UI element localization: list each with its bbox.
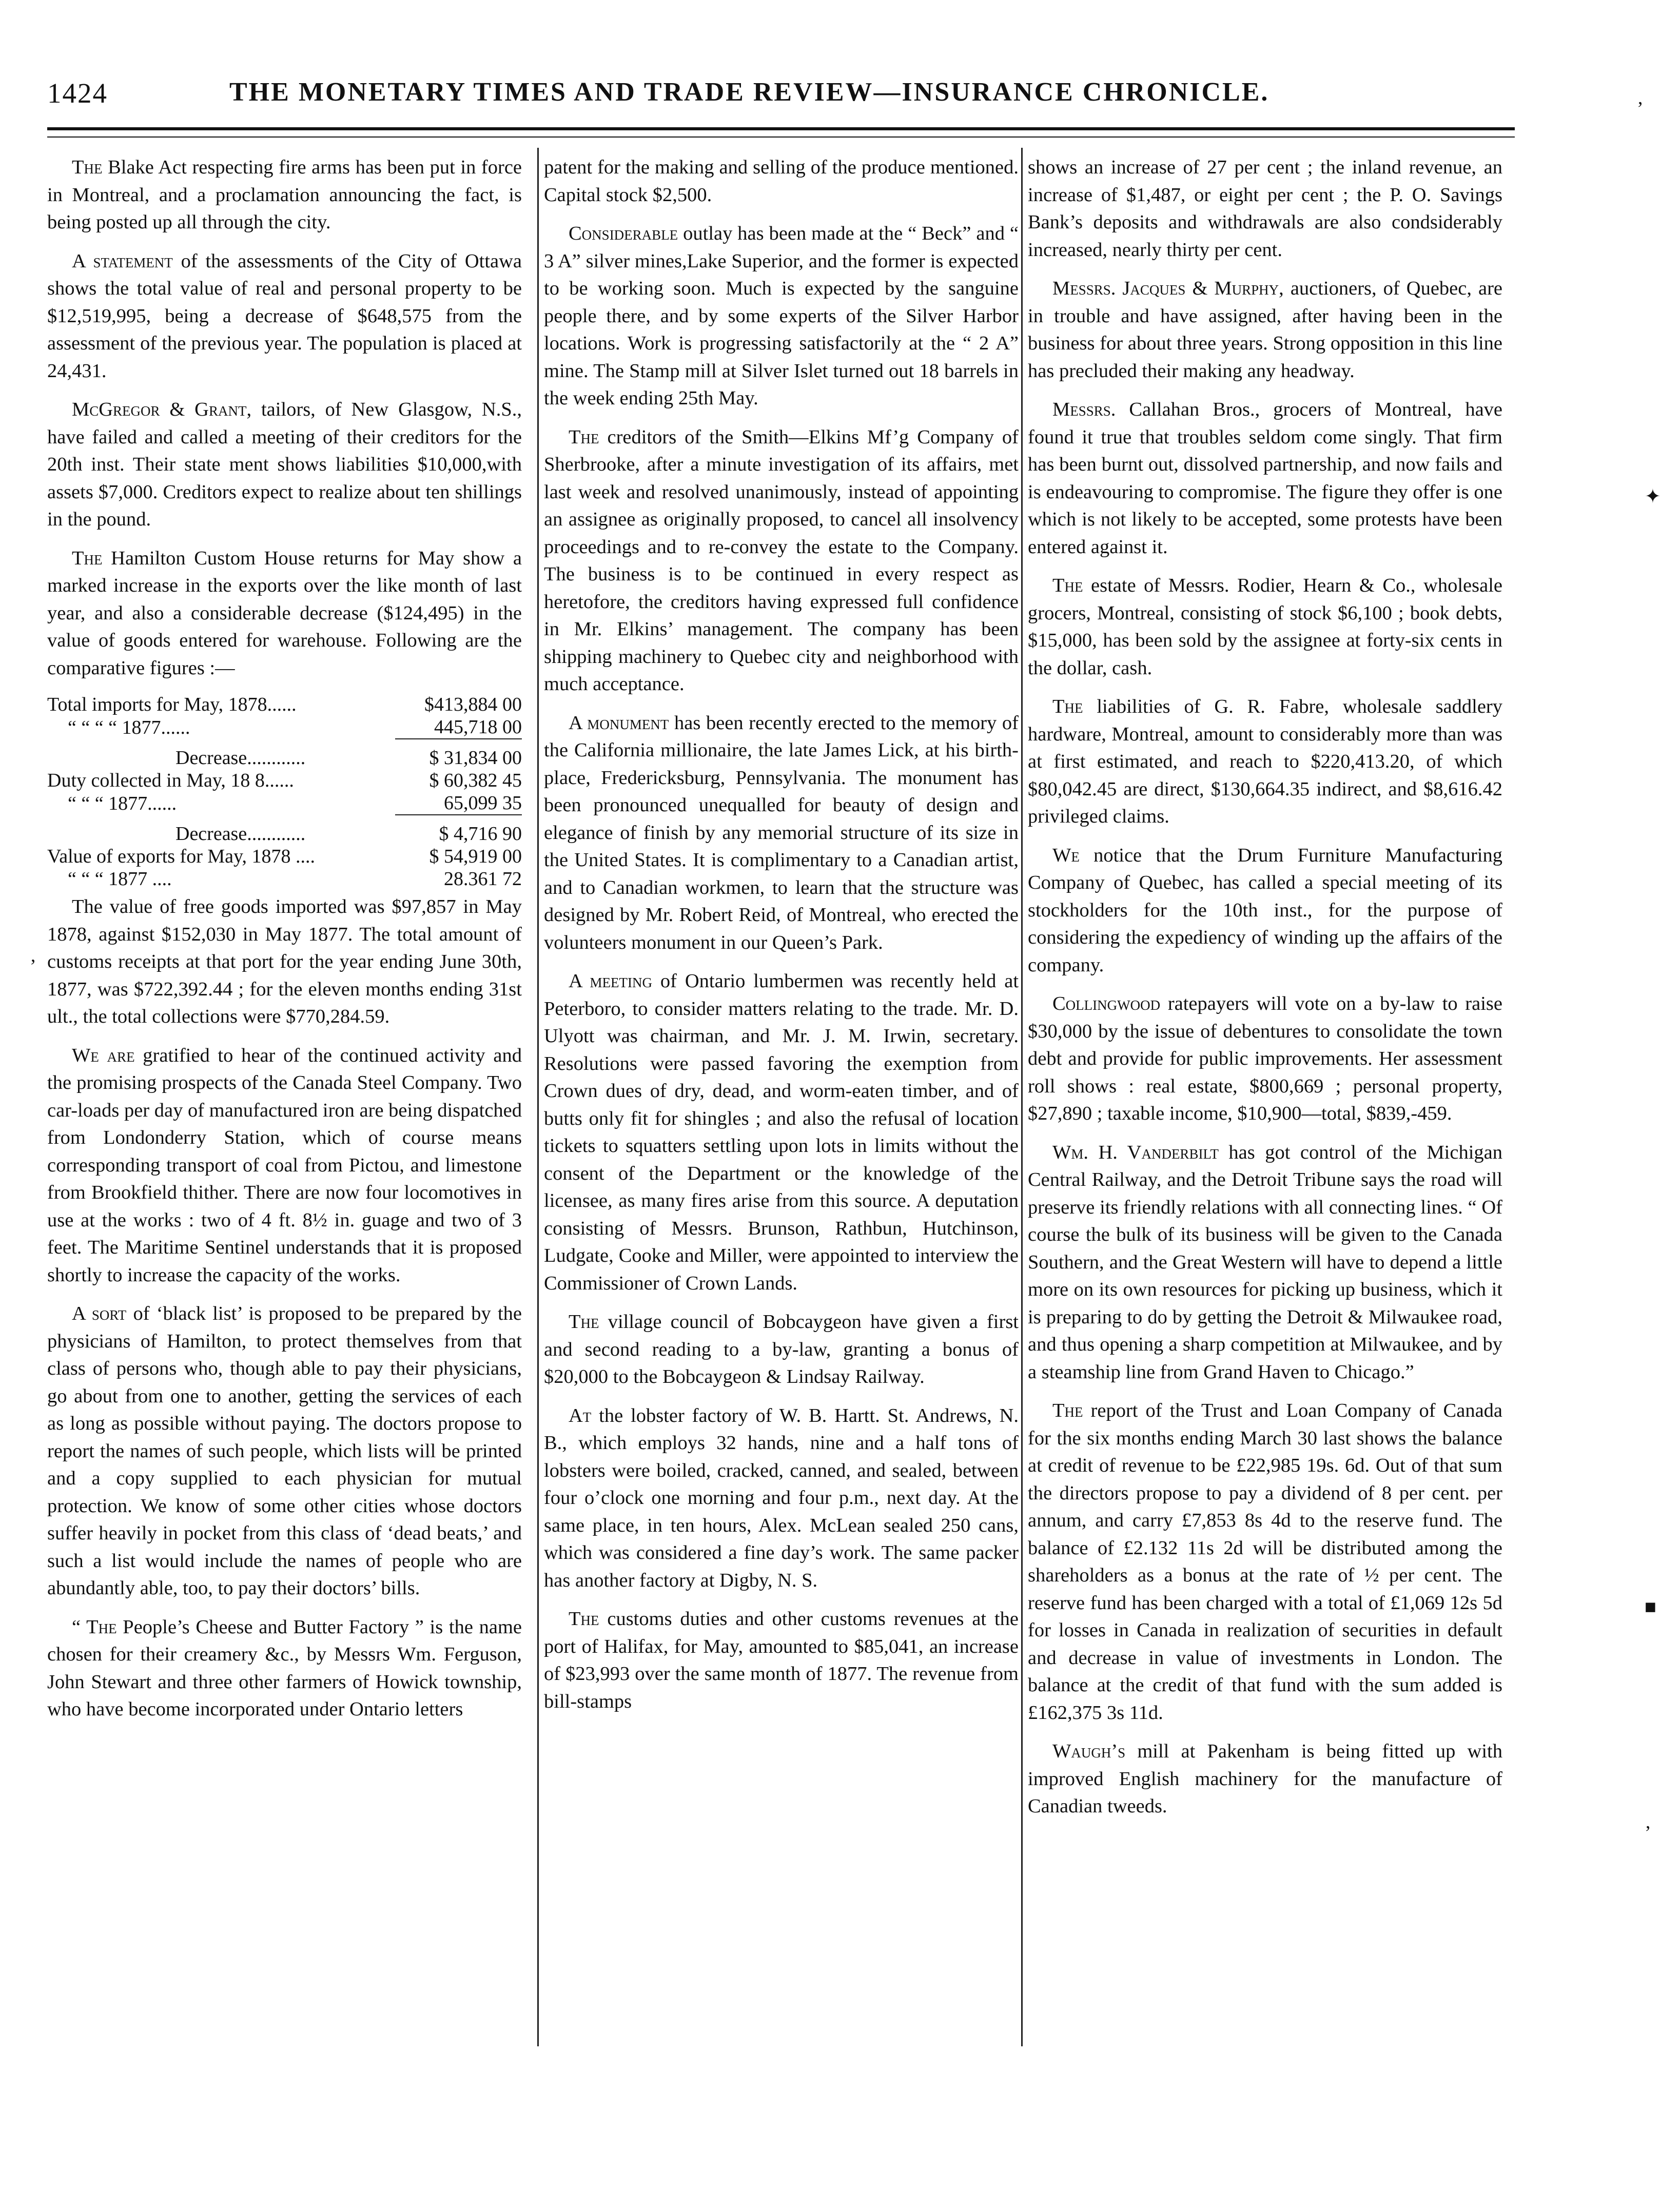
column-divider [1021, 148, 1023, 2046]
column-divider [537, 148, 539, 2046]
lead-word: McGregor & Grant, [72, 399, 252, 420]
article-paragraph [47, 154, 522, 237]
article-paragraph [47, 248, 522, 385]
article-paragraph [1028, 275, 1502, 385]
paragraph-text: has been recently erected to the memory of the California millionaire, the late James Lick, at his birth-place, Fredericksburg, Pennsylvania. The monument has been pronounced unequalled for beauty of design and elegance of finish by any memorial structure of its size in the United States. It is complimentary to a Canadian artist, and to Canadian workmen, to learn that the structure was designed by Mr. Robert Reid, of Montreal, who erected the volunteers monument in our Queen’s Park. [544, 712, 1019, 953]
paragraph-text: village council of Bobcaygeon have given a first and second reading to a by-law, granting a bonus of $20,000 to the Bobcaygeon & Lindsay Railway. [544, 1311, 1019, 1387]
article-paragraph [47, 545, 522, 682]
row-label: “ “ “ 1877...... [68, 792, 177, 814]
paragraph-text: of Ontario lumbermen was recently held at Peterboro, to consider matters relating to the trade. Mr. D. Ulyott was chairman, and Mr. J. M. Irwin, secretary. Resolutions were passed favoring the exemption from Crown dues of dry, dead, and worm-eaten timber, and of butts only fit for shingles ; and also the refusal of location tickets to squatters settling upon lots in limits without the consent of the Department or the knowledge of the licensee, as many fires arise from this source. A deputation consisting of Messrs. Brunson, Rathbun, Hutchinson, Ludgate, Cooke and Miller, were appointed to interview the Commissioner of Crown Lands. [544, 970, 1019, 1294]
row-label: “ “ “ 1877 .... [68, 868, 172, 890]
paragraph-text: outlay has been made at the “ Beck” and “ 3 A” silver mines,Lake Superior, and the former is expected to be working soon. Much is expected by the sanguine people there, and by some experts of the Silver Harbor locations. Work is progressing satisfactorily at the “ 2 A” mine. The Stamp mill at Silver Islet turned out 18 barrels in the week ending 25th May. [544, 223, 1019, 409]
table-row [47, 769, 522, 792]
lead-word: A statement [72, 250, 173, 272]
lead-word: Wm. H. Vanderbilt [1052, 1141, 1219, 1163]
article-paragraph [544, 424, 1019, 698]
row-value: $ 60,382 45 [429, 770, 522, 791]
lead-word: We [1052, 844, 1080, 866]
table-row [47, 845, 522, 868]
lead-word: The [72, 157, 103, 178]
article-paragraph [1028, 693, 1502, 831]
paragraph-text: People’s Cheese and Butter Factory ” is the name chosen for their creamery &c., by Messrs Wm. Ferguson, John Stewart and three other farmers of Howick township, who have become incorporated under Ontario letters [47, 1616, 522, 1720]
column-2 [544, 154, 1019, 1727]
row-value: 28.361 72 [444, 868, 522, 890]
paragraph-text: estate of Messrs. Rodier, Hearn & Co., wholesale grocers, Montreal, consisting of stock $6,100 ; book debts, $15,000, has been sold by the assignee at forty-six cents in the dollar, cash. [1028, 575, 1502, 679]
row-value: 65,099 35 [395, 792, 522, 815]
table-row [47, 716, 522, 739]
lead-word: The [1052, 575, 1083, 596]
lead-word: Considerable [569, 223, 678, 244]
article-paragraph [1028, 842, 1502, 980]
lead-word: A meeting [569, 970, 653, 992]
row-label: “ “ “ “ 1877...... [68, 716, 190, 738]
row-value: $ 31,834 00 [429, 747, 522, 769]
lead-word: Waugh’s [1052, 1740, 1126, 1762]
article-paragraph [544, 154, 1019, 209]
article-paragraph [1028, 1397, 1502, 1727]
column-1 [47, 154, 522, 1735]
masthead-title: THE MONETARY TIMES AND TRADE REVIEW—INSURANCE CHRONICLE. [229, 77, 1269, 107]
margin-mark: ’ [1637, 98, 1644, 120]
article-paragraph [1028, 154, 1502, 264]
paragraph-text: The value of free goods imported was $97,857 in May 1878, against $152,030 in May 1877. The total amount of customs receipts at that port for the year ending June 30th, 1877, was $722,392.44 ; for the eleven months ending 31st ult., the total collections were $770,284.59. [47, 896, 522, 1027]
paragraph-text: ratepayers will vote on a by-law to raise $30,000 by the issue of debentures to consolidate the town debt and provide for public improvements. Her assessment roll shows : real estate, $800,669 ; personal property, $27,890 ; taxable income, $10,900—total, $839,-459. [1028, 993, 1502, 1124]
paragraph-text: patent for the making and selling of the produce mentioned. Capital stock $2,500. [544, 157, 1019, 206]
paragraph-text: mill at Pakenham is being fitted up with improved English machinery for the manufacture of Canadian tweeds. [1028, 1740, 1502, 1817]
margin-mark: ‚ [30, 945, 36, 966]
lead-word: We are [72, 1044, 135, 1066]
article-paragraph [47, 1042, 522, 1289]
row-value: 445,718 00 [395, 716, 522, 739]
paragraph-text: Hamilton Custom House returns for May show a marked increase in the exports over the like month of last year, and also a considerable decrease ($124,495) in the value of goods entered for warehouse. Following are the comparative figures :— [47, 547, 522, 679]
table-row [47, 823, 522, 845]
lead-word: At [569, 1404, 592, 1426]
margin-mark: ’ [1645, 1822, 1651, 1844]
row-value: $413,884 00 [424, 694, 522, 715]
paragraph-text: liabilities of G. R. Fabre, wholesale saddlery hardware, Montreal, amount to considerably more than was at first estimated, and reach to $220,413.20, of which $80,042.45 are direct, $130,664.35 indirect, and $8,616.42 privileged claims. [1028, 696, 1502, 827]
header-rule-thin [47, 136, 1515, 138]
article-paragraph [47, 1300, 522, 1602]
table-row [47, 747, 522, 769]
paragraph-text: the lobster factory of W. B. Hartt. St. Andrews, N. B., which employs 32 hands, nine and a half tons of lobsters were boiled, cracked, canned, and sealed, between four o’clock one morning and four p.m., next day. At the same place, in ten hours, Alex. McLean sealed 250 cans, which was considered a fine day’s work. The same packer has another factory at Digby, N. S. [544, 1404, 1019, 1591]
paragraph-text: auctioners, of Quebec, are in trouble and have assigned, after having been in the business for about three years. Strong opposition in this line has precluded their making any headway. [1028, 278, 1502, 382]
paragraph-text: customs duties and other customs revenues at the port of Halifax, for May, amounted to $85,041, an increase of $23,993 over the same month of 1877. The revenue from bill-stamps [544, 1608, 1019, 1712]
page-header [47, 77, 1515, 118]
paragraph-text: has got control of the Michigan Central Railway, and the Detroit Tribune says the road will preserve its friendly relations with all connecting lines. “ Of course the bulk of its business will be given to the Canada Southern, and the Great Western will have to depend a little more on its own resources for picking up business, which it is preparing to do by getting the Detroit & Milwaukee road, and thus opening a sharp competition at Milwaukee, and by a steamship line from Grand Haven to Chicago.” [1028, 1141, 1502, 1383]
table-row [47, 693, 522, 716]
lead-word: Messrs. [1052, 399, 1116, 420]
lead-word: A monument [569, 712, 669, 734]
lead-word: A sort [72, 1303, 127, 1324]
article-paragraph [544, 968, 1019, 1297]
paragraph-text: of ‘black list’ is proposed to be prepared by the physicians of Hamilton, to protect themselves from that class of persons who, though able to pay their physicians, go about from one to another, getting the services of each as long as possible without paying. The doctors propose to report the names of such people, which lists will be printed and a copy supplied to each physician for mutual protection. We know of some other cities whose doctors suffer heavily in pocket from this class of ‘dead beats,’ and such a list would include the names of people who are abundantly able, too, to pay their doctors’ bills. [47, 1303, 522, 1599]
table-row [47, 868, 522, 890]
article-paragraph [1028, 990, 1502, 1128]
margin-mark: ✦ [1645, 486, 1661, 507]
lead-word: The [569, 1311, 599, 1333]
article-paragraph [1028, 572, 1502, 682]
article-paragraph [1028, 1139, 1502, 1386]
paragraph-text: notice that the Drum Furniture Manufacturing Company of Quebec, has called a special meeting of its stockholders for the 10th inst., for the purpose of considering the expediency of winding up the affairs of the company. [1028, 844, 1502, 976]
row-value: $ 54,919 00 [429, 846, 522, 867]
article-paragraph [544, 1308, 1019, 1391]
article-paragraph [544, 1606, 1019, 1715]
margin-mark: ■ [1645, 1596, 1656, 1618]
article-paragraph [47, 1614, 522, 1724]
lead-word: Messrs. Jacques & Murphy, [1052, 278, 1284, 299]
article-paragraph [47, 396, 522, 534]
article-paragraph [544, 220, 1019, 413]
lead-word: “ The [72, 1616, 117, 1638]
article-paragraph [47, 893, 522, 1031]
row-value: $ 4,716 90 [439, 823, 522, 845]
paragraph-text: shows an increase of 27 per cent ; the inland revenue, an increase of $1,487, or eight per cent ; the P. O. Savings Bank’s deposits and withdrawals are also condsiderably increased, nearly thirty per cent. [1028, 157, 1502, 261]
lead-word: The [1052, 696, 1083, 717]
paragraph-text: Callahan Bros., grocers of Montreal, have found it true that troubles seldom come singly. That firm has been burnt out, dissolved partnership, and now fails and is endeavouring to compromise. The figure they offer is one which is not likely to be accepted, some protests have been entered against it. [1028, 399, 1502, 558]
lead-word: The [72, 547, 103, 569]
row-label: Value of exports for May, 1878 .... [47, 846, 316, 867]
column-3 [1028, 154, 1502, 1832]
table-row [47, 792, 522, 815]
paragraph-text: creditors of the Smith—Elkins Mf’g Company of Sherbrooke, after a minute investigation of its affairs, met last week and resolved unanimously, instead of appointing an assignee as originally proposed, to cancel all insolvency proceedings and to re-convey the estate to the Company. The business is to be continued in every respect as heretofore, the creditors having expressed full confidence in Mr. Elkins’ management. The company has been shipping machinery to Quebec city and neighborhood with much acceptance. [544, 426, 1019, 695]
page-number: 1424 [47, 77, 108, 109]
article-paragraph [1028, 1738, 1502, 1821]
paragraph-text: report of the Trust and Loan Company of Canada for the six months ending March 30 last shows the balance at credit of revenue to be £22,985 19s. 6d. Out of that sum the directors propose to pay a dividend of 8 per cent. per annum, and carry £7,853 8s 4d to the reserve fund. The balance of £2.132 11s 2d will be distributed among the shareholders as a bonus at the rate of ½ per cent. The reserve fund has been charged with a total of £1,069 12s 5d for losses in Canada in realization of securities in default and decrease in value of investments in London. The balance at the credit of that fund with the sum added is £162,375 3s 11d. [1028, 1400, 1502, 1724]
article-paragraph [1028, 396, 1502, 561]
article-paragraph [544, 1402, 1019, 1595]
paragraph-text: Blake Act respecting fire arms has been put in force in Montreal, and a proclamation announcing the fact, is being posted up all through the city. [47, 157, 522, 233]
lead-word: The [569, 426, 599, 448]
paragraph-text: of the assessments of the City of Ottawa shows the total value of real and personal property to be $12,519,995, being a decrease of $648,575 from the assessment of the previous year. The population is placed at 24,431. [47, 250, 522, 382]
paragraph-text: tailors, of New Glasgow, N.S., have failed and called a meeting of their creditors for the 20th inst. Their state ment shows liabilities $10,000,with assets $7,000. Creditors expect to realize about ten shillings in the pound. [47, 399, 522, 530]
row-label: Total imports for May, 1878...... [47, 694, 297, 715]
row-label: Decrease............ [175, 823, 306, 845]
lead-word: The [569, 1608, 599, 1630]
paragraph-text: gratified to hear of the continued activity and the promising prospects of the Canada Steel Company. Two car-loads per day of manufactured iron are being dispatched from Londonderry Station, which of course means corresponding transport of coal from Pictou, and limestone from Brookfield thither. There are now four locomotives in use at the works : two of 4 ft. 8½ in. guage and two of 3 feet. The Maritime Sentinel understands that it is proposed shortly to increase the capacity of the works. [47, 1044, 522, 1286]
header-rule-thick [47, 127, 1515, 130]
row-label: Decrease............ [175, 747, 306, 769]
article-paragraph [544, 710, 1019, 957]
row-label: Duty collected in May, 18 8...... [47, 770, 294, 791]
lead-word: The [1052, 1400, 1083, 1421]
customs-figures-table [47, 693, 522, 890]
lead-word: Collingwood [1052, 993, 1161, 1014]
